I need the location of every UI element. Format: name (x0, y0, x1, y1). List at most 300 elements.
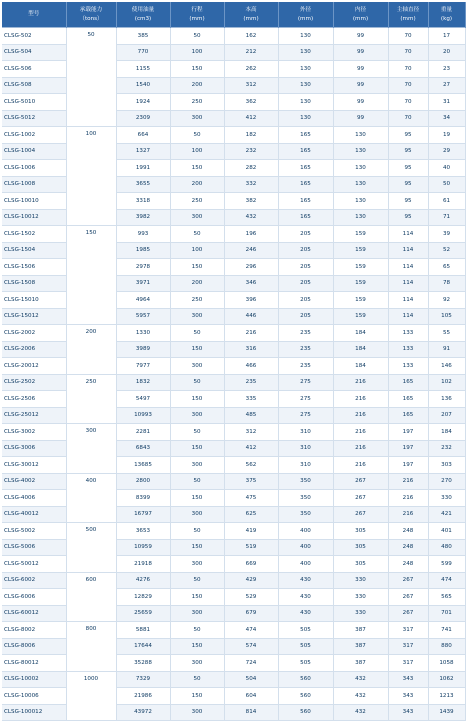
cell-spindle-diameter: 95 (388, 160, 428, 177)
cell-outer-diameter: 400 (278, 523, 333, 540)
cell-model: CLSG-1006 (2, 160, 66, 177)
cell-outer-diameter: 165 (278, 209, 333, 226)
cell-outer-diameter: 310 (278, 424, 333, 441)
cell-inner-diameter: 305 (333, 539, 388, 556)
cell-stroke: 50 (170, 226, 224, 243)
table-body (2, 28, 465, 721)
table-row (2, 671, 465, 688)
cell-spindle-diameter: 133 (388, 341, 428, 358)
cell-inner-diameter: 99 (333, 94, 388, 111)
cell-model: CLSG-2506 (2, 391, 66, 408)
cell-inner-diameter: 216 (333, 440, 388, 457)
cell-model: CLSG-5006 (2, 539, 66, 556)
cell-model: CLSG-30012 (2, 457, 66, 474)
cell-outer-diameter: 275 (278, 374, 333, 391)
cell-model: CLSG-2502 (2, 374, 66, 391)
cell-model: CLSG-8006 (2, 638, 66, 655)
cell-oil-capacity: 3989 (116, 341, 170, 358)
cell-outer-diameter: 235 (278, 358, 333, 375)
cell-weight: 207 (428, 407, 465, 424)
cell-oil-capacity: 3653 (116, 523, 170, 540)
cell-weight: 91 (428, 341, 465, 358)
cell-outer-diameter: 505 (278, 622, 333, 639)
cell-spindle-diameter: 70 (388, 77, 428, 94)
cell-weight: 1439 (428, 704, 465, 721)
cell-weight: 701 (428, 605, 465, 622)
header-inner-diameter: 内径 (mm) (333, 2, 388, 28)
cell-oil-capacity: 25659 (116, 605, 170, 622)
cell-model: CLSG-15010 (2, 292, 66, 309)
cell-spindle-diameter: 114 (388, 292, 428, 309)
cell-spindle-diameter: 70 (388, 44, 428, 61)
cell-stroke: 150 (170, 341, 224, 358)
cell-oil-capacity: 10959 (116, 539, 170, 556)
cell-body-height: 429 (224, 572, 278, 589)
cell-spindle-diameter: 267 (388, 572, 428, 589)
cell-stroke: 250 (170, 292, 224, 309)
cell-oil-capacity: 6843 (116, 440, 170, 457)
cell-inner-diameter: 184 (333, 341, 388, 358)
cell-oil-capacity: 10993 (116, 407, 170, 424)
cell-model: CLSG-10012 (2, 209, 66, 226)
cell-inner-diameter: 159 (333, 259, 388, 276)
cell-spindle-diameter: 133 (388, 358, 428, 375)
cell-weight: 1058 (428, 655, 465, 672)
cell-outer-diameter: 505 (278, 638, 333, 655)
cell-oil-capacity: 1991 (116, 160, 170, 177)
cell-stroke: 250 (170, 94, 224, 111)
cell-model: CLSG-1502 (2, 226, 66, 243)
cell-inner-diameter: 387 (333, 622, 388, 639)
cell-stroke: 150 (170, 61, 224, 78)
cell-oil-capacity: 2800 (116, 473, 170, 490)
cell-body-height: 574 (224, 638, 278, 655)
cell-outer-diameter: 560 (278, 704, 333, 721)
cell-inner-diameter: 216 (333, 407, 388, 424)
cell-weight: 17 (428, 28, 465, 45)
cell-body-height: 362 (224, 94, 278, 111)
cell-stroke: 200 (170, 176, 224, 193)
table-row (2, 28, 465, 45)
cell-outer-diameter: 205 (278, 226, 333, 243)
cell-capacity: 1000 (66, 671, 116, 721)
cell-capacity: 400 (66, 473, 116, 523)
cell-oil-capacity: 3655 (116, 176, 170, 193)
cell-weight: 401 (428, 523, 465, 540)
cell-oil-capacity: 17644 (116, 638, 170, 655)
cell-stroke: 50 (170, 325, 224, 342)
cell-outer-diameter: 165 (278, 193, 333, 210)
cell-weight: 1213 (428, 688, 465, 705)
cell-stroke: 150 (170, 259, 224, 276)
cell-weight: 29 (428, 143, 465, 160)
cell-stroke: 50 (170, 374, 224, 391)
table-row (2, 572, 465, 589)
cell-body-height: 262 (224, 61, 278, 78)
cell-spindle-diameter: 70 (388, 61, 428, 78)
cell-oil-capacity: 43972 (116, 704, 170, 721)
cell-inner-diameter: 159 (333, 292, 388, 309)
cell-spindle-diameter: 197 (388, 457, 428, 474)
cell-oil-capacity: 21986 (116, 688, 170, 705)
cell-weight: 136 (428, 391, 465, 408)
cell-stroke: 50 (170, 523, 224, 540)
cell-outer-diameter: 130 (278, 77, 333, 94)
table-row (2, 473, 465, 490)
cell-inner-diameter: 387 (333, 655, 388, 672)
cell-weight: 565 (428, 589, 465, 606)
cell-stroke: 150 (170, 688, 224, 705)
cell-outer-diameter: 560 (278, 688, 333, 705)
cell-inner-diameter: 99 (333, 61, 388, 78)
cell-spindle-diameter: 95 (388, 143, 428, 160)
cell-oil-capacity: 1330 (116, 325, 170, 342)
cell-stroke: 150 (170, 391, 224, 408)
cell-stroke: 300 (170, 655, 224, 672)
cell-weight: 34 (428, 110, 465, 127)
cell-spindle-diameter: 95 (388, 193, 428, 210)
cell-body-height: 346 (224, 275, 278, 292)
cell-inner-diameter: 130 (333, 193, 388, 210)
cell-outer-diameter: 275 (278, 407, 333, 424)
header-capacity: 承载能力 （tons） (66, 2, 116, 28)
cell-body-height: 529 (224, 589, 278, 606)
cell-model: CLSG-3006 (2, 440, 66, 457)
cell-weight: 270 (428, 473, 465, 490)
cell-stroke: 50 (170, 127, 224, 144)
cell-stroke: 150 (170, 160, 224, 177)
cell-outer-diameter: 235 (278, 341, 333, 358)
cell-weight: 232 (428, 440, 465, 457)
cell-weight: 741 (428, 622, 465, 639)
cell-capacity: 150 (66, 226, 116, 325)
cell-outer-diameter: 130 (278, 94, 333, 111)
cell-weight: 40 (428, 160, 465, 177)
cell-body-height: 485 (224, 407, 278, 424)
cell-stroke: 50 (170, 473, 224, 490)
cell-spindle-diameter: 267 (388, 589, 428, 606)
cell-outer-diameter: 310 (278, 457, 333, 474)
cell-model: CLSG-508 (2, 77, 66, 94)
cell-spindle-diameter: 343 (388, 671, 428, 688)
cell-body-height: 466 (224, 358, 278, 375)
cell-oil-capacity: 1155 (116, 61, 170, 78)
cell-inner-diameter: 432 (333, 671, 388, 688)
header-outer-diameter: 外径 (mm) (278, 2, 333, 28)
cell-inner-diameter: 184 (333, 358, 388, 375)
cell-body-height: 474 (224, 622, 278, 639)
cell-spindle-diameter: 165 (388, 374, 428, 391)
cell-oil-capacity: 2978 (116, 259, 170, 276)
cell-inner-diameter: 432 (333, 688, 388, 705)
cell-model: CLSG-50012 (2, 556, 66, 573)
table-row (2, 424, 465, 441)
cell-body-height: 312 (224, 77, 278, 94)
cell-capacity: 50 (66, 28, 116, 127)
cell-inner-diameter: 159 (333, 226, 388, 243)
cell-oil-capacity: 4964 (116, 292, 170, 309)
cell-body-height: 432 (224, 209, 278, 226)
cell-spindle-diameter: 343 (388, 688, 428, 705)
table-row (2, 325, 465, 342)
cell-spindle-diameter: 133 (388, 325, 428, 342)
cell-spindle-diameter: 114 (388, 308, 428, 325)
cell-weight: 102 (428, 374, 465, 391)
cell-oil-capacity: 2281 (116, 424, 170, 441)
cell-stroke: 50 (170, 28, 224, 45)
cell-inner-diameter: 99 (333, 28, 388, 45)
cell-oil-capacity: 21918 (116, 556, 170, 573)
cell-stroke: 300 (170, 506, 224, 523)
cell-weight: 65 (428, 259, 465, 276)
cell-oil-capacity: 1327 (116, 143, 170, 160)
cell-spindle-diameter: 317 (388, 655, 428, 672)
cell-weight: 27 (428, 77, 465, 94)
cell-oil-capacity: 35288 (116, 655, 170, 672)
cell-model: CLSG-3002 (2, 424, 66, 441)
cell-stroke: 300 (170, 110, 224, 127)
cell-stroke: 100 (170, 44, 224, 61)
cell-outer-diameter: 350 (278, 490, 333, 507)
cell-stroke: 100 (170, 143, 224, 160)
cell-model: CLSG-506 (2, 61, 66, 78)
cell-oil-capacity: 1985 (116, 242, 170, 259)
cell-capacity: 100 (66, 127, 116, 226)
cell-inner-diameter: 99 (333, 110, 388, 127)
cell-stroke: 300 (170, 556, 224, 573)
cell-inner-diameter: 267 (333, 490, 388, 507)
cell-outer-diameter: 560 (278, 671, 333, 688)
cell-inner-diameter: 305 (333, 523, 388, 540)
cell-body-height: 335 (224, 391, 278, 408)
cell-model: CLSG-1506 (2, 259, 66, 276)
cell-stroke: 150 (170, 589, 224, 606)
cell-model: CLSG-10002 (2, 671, 66, 688)
cell-model: CLSG-60012 (2, 605, 66, 622)
cell-weight: 184 (428, 424, 465, 441)
cell-weight: 50 (428, 176, 465, 193)
cell-weight: 146 (428, 358, 465, 375)
cell-weight: 599 (428, 556, 465, 573)
cell-oil-capacity: 5497 (116, 391, 170, 408)
cell-outer-diameter: 310 (278, 440, 333, 457)
cell-oil-capacity: 3318 (116, 193, 170, 210)
cell-body-height: 669 (224, 556, 278, 573)
cell-model: CLSG-1004 (2, 143, 66, 160)
cell-body-height: 162 (224, 28, 278, 45)
cell-body-height: 625 (224, 506, 278, 523)
cell-model: CLSG-15012 (2, 308, 66, 325)
cell-weight: 474 (428, 572, 465, 589)
cell-oil-capacity: 664 (116, 127, 170, 144)
cell-inner-diameter: 130 (333, 127, 388, 144)
cell-body-height: 562 (224, 457, 278, 474)
cell-oil-capacity: 13685 (116, 457, 170, 474)
cell-inner-diameter: 216 (333, 374, 388, 391)
cell-model: CLSG-504 (2, 44, 66, 61)
cell-model: CLSG-1002 (2, 127, 66, 144)
cell-spindle-diameter: 165 (388, 391, 428, 408)
cell-body-height: 316 (224, 341, 278, 358)
cell-inner-diameter: 330 (333, 589, 388, 606)
cell-spindle-diameter: 70 (388, 28, 428, 45)
cell-stroke: 300 (170, 407, 224, 424)
cell-model: CLSG-100012 (2, 704, 66, 721)
cell-body-height: 232 (224, 143, 278, 160)
table-row (2, 127, 465, 144)
cell-model: CLSG-4002 (2, 473, 66, 490)
spec-table (2, 2, 466, 721)
cell-model: CLSG-2006 (2, 341, 66, 358)
cell-spindle-diameter: 317 (388, 622, 428, 639)
cell-body-height: 235 (224, 374, 278, 391)
cell-body-height: 382 (224, 193, 278, 210)
cell-model: CLSG-2002 (2, 325, 66, 342)
spec-table-page (0, 2, 469, 716)
cell-outer-diameter: 130 (278, 44, 333, 61)
cell-oil-capacity: 8399 (116, 490, 170, 507)
cell-weight: 61 (428, 193, 465, 210)
cell-oil-capacity: 385 (116, 28, 170, 45)
cell-body-height: 475 (224, 490, 278, 507)
cell-inner-diameter: 267 (333, 506, 388, 523)
cell-weight: 480 (428, 539, 465, 556)
header-stroke: 行程 (mm) (170, 2, 224, 28)
cell-oil-capacity: 1924 (116, 94, 170, 111)
cell-body-height: 312 (224, 424, 278, 441)
cell-oil-capacity: 2309 (116, 110, 170, 127)
cell-stroke: 250 (170, 193, 224, 210)
cell-outer-diameter: 400 (278, 556, 333, 573)
cell-capacity: 250 (66, 374, 116, 424)
cell-body-height: 724 (224, 655, 278, 672)
cell-spindle-diameter: 216 (388, 473, 428, 490)
cell-inner-diameter: 267 (333, 473, 388, 490)
cell-outer-diameter: 430 (278, 589, 333, 606)
cell-capacity: 200 (66, 325, 116, 375)
cell-weight: 105 (428, 308, 465, 325)
cell-spindle-diameter: 70 (388, 110, 428, 127)
cell-model: CLSG-5012 (2, 110, 66, 127)
cell-model: CLSG-10010 (2, 193, 66, 210)
cell-outer-diameter: 400 (278, 539, 333, 556)
cell-inner-diameter: 305 (333, 556, 388, 573)
cell-oil-capacity: 3971 (116, 275, 170, 292)
cell-body-height: 282 (224, 160, 278, 177)
cell-inner-diameter: 159 (333, 308, 388, 325)
cell-weight: 23 (428, 61, 465, 78)
cell-weight: 303 (428, 457, 465, 474)
cell-stroke: 50 (170, 572, 224, 589)
cell-inner-diameter: 130 (333, 143, 388, 160)
cell-body-height: 196 (224, 226, 278, 243)
table-header (2, 2, 465, 28)
cell-outer-diameter: 165 (278, 160, 333, 177)
header-model: 型号 (2, 2, 66, 28)
cell-weight: 52 (428, 242, 465, 259)
cell-stroke: 300 (170, 457, 224, 474)
header-oil-capacity: 使用油量 (cm3) (116, 2, 170, 28)
cell-spindle-diameter: 248 (388, 539, 428, 556)
cell-oil-capacity: 5881 (116, 622, 170, 639)
cell-outer-diameter: 205 (278, 242, 333, 259)
cell-spindle-diameter: 197 (388, 424, 428, 441)
header-weight: 重量 (kg) (428, 2, 465, 28)
cell-weight: 31 (428, 94, 465, 111)
cell-capacity: 300 (66, 424, 116, 474)
cell-outer-diameter: 275 (278, 391, 333, 408)
cell-stroke: 300 (170, 358, 224, 375)
cell-spindle-diameter: 114 (388, 226, 428, 243)
cell-model: CLSG-1504 (2, 242, 66, 259)
cell-model: CLSG-4006 (2, 490, 66, 507)
table-row (2, 226, 465, 243)
cell-spindle-diameter: 114 (388, 259, 428, 276)
cell-oil-capacity: 1832 (116, 374, 170, 391)
cell-inner-diameter: 330 (333, 572, 388, 589)
cell-weight: 78 (428, 275, 465, 292)
cell-spindle-diameter: 114 (388, 275, 428, 292)
cell-stroke: 150 (170, 638, 224, 655)
cell-inner-diameter: 184 (333, 325, 388, 342)
cell-body-height: 604 (224, 688, 278, 705)
cell-spindle-diameter: 248 (388, 556, 428, 573)
cell-body-height: 679 (224, 605, 278, 622)
cell-body-height: 814 (224, 704, 278, 721)
cell-model: CLSG-8002 (2, 622, 66, 639)
cell-spindle-diameter: 197 (388, 440, 428, 457)
cell-outer-diameter: 350 (278, 506, 333, 523)
cell-model: CLSG-6002 (2, 572, 66, 589)
cell-inner-diameter: 130 (333, 209, 388, 226)
cell-spindle-diameter: 216 (388, 490, 428, 507)
cell-outer-diameter: 205 (278, 275, 333, 292)
cell-oil-capacity: 7977 (116, 358, 170, 375)
cell-outer-diameter: 205 (278, 259, 333, 276)
cell-spindle-diameter: 248 (388, 523, 428, 540)
cell-spindle-diameter: 95 (388, 176, 428, 193)
cell-capacity: 600 (66, 572, 116, 622)
cell-model: CLSG-20012 (2, 358, 66, 375)
cell-outer-diameter: 235 (278, 325, 333, 342)
cell-inner-diameter: 387 (333, 638, 388, 655)
cell-inner-diameter: 130 (333, 176, 388, 193)
cell-weight: 330 (428, 490, 465, 507)
cell-stroke: 200 (170, 275, 224, 292)
cell-oil-capacity: 993 (116, 226, 170, 243)
cell-stroke: 300 (170, 605, 224, 622)
cell-body-height: 246 (224, 242, 278, 259)
cell-model: CLSG-1508 (2, 275, 66, 292)
cell-oil-capacity: 1540 (116, 77, 170, 94)
cell-body-height: 296 (224, 259, 278, 276)
cell-model: CLSG-502 (2, 28, 66, 45)
cell-oil-capacity: 3982 (116, 209, 170, 226)
cell-outer-diameter: 430 (278, 605, 333, 622)
cell-model: CLSG-5002 (2, 523, 66, 540)
cell-inner-diameter: 216 (333, 457, 388, 474)
cell-weight: 92 (428, 292, 465, 309)
cell-body-height: 182 (224, 127, 278, 144)
cell-inner-diameter: 99 (333, 44, 388, 61)
cell-inner-diameter: 216 (333, 391, 388, 408)
cell-weight: 20 (428, 44, 465, 61)
cell-outer-diameter: 505 (278, 655, 333, 672)
cell-stroke: 50 (170, 671, 224, 688)
cell-weight: 55 (428, 325, 465, 342)
cell-model: CLSG-80012 (2, 655, 66, 672)
cell-body-height: 212 (224, 44, 278, 61)
